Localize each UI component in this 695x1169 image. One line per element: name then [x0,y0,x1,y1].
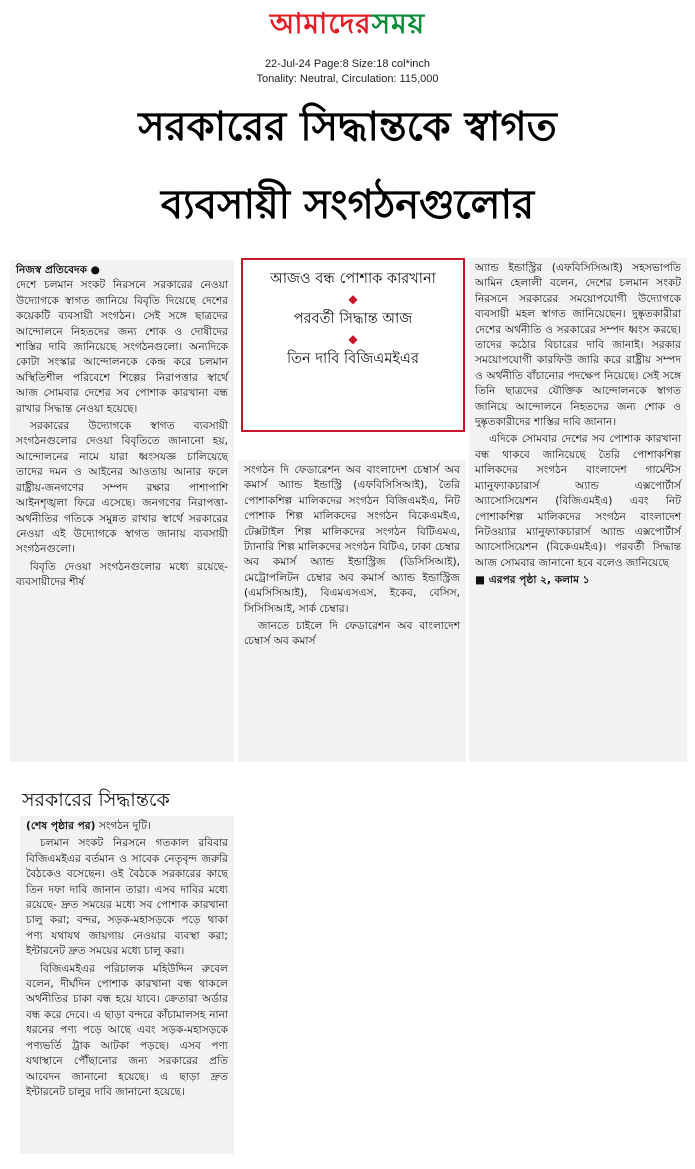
clip-meta-line1: 22-Jul-24 Page:8 Size:18 col*inch [264,58,431,70]
paragraph: অ্যান্ড ইন্ডাস্ট্রির (এফবিসিসিআই) সহসভাপতি আমিন হেলালী বলেন, দেশের চলমান সংকট নিরসনে সরকারের সময়োপযোগী উদ্যোগকে ব্যবসায়ী মহল স্বাগত জানিয়েছেন। দুষ্কৃতকারীরা দেশের অর্থনীতি ও সরকারের সম্পদ ধ্বংস করছে। তাদের কঠোর বিচারের দাবি জানাই। সরকার সময়োপযোগী কারফিউ জারি করে রাষ্ট্রীয় সম্পদ ও অর্থনীতি বাঁচানোর পদক্ষেপ নিয়েছে। সেই সঙ্গে তিনি ছাত্রদের যৌক্তিক আন্দোলনকে স্বাগত জানিয়ে আন্দোলনে নিহতদের জন্য শোক ও দুষ্কৃতকারীদের শাস্তির দাবি জানান। [475,262,681,429]
paragraph: চলমান সংকট নিরসনে গতকাল রবিবার বিজিএমইএর বর্তমান ও সাবেক নেতৃবৃন্দ জরুরি বৈঠকেও বসেছেন। ওই বৈঠকে সরকারের কাছে তিন দফা দাবি জানান তারা। এসব দাবির মধ্যে রয়েছে- দ্রুত সময়ের মধ্যে সব পোশাক কারখানা চালু করা; বন্দর, সড়ক-মহাসড়কে পড়ে থাকা পণ্য যথাযথ জায়গায় নেওয়ার ব্যবস্থা করা; ইন্টারনেট দ্রুত সময়ের মধ্যে চালু করা। [26,837,228,958]
article-column-3 [469,258,687,762]
paragraph: সরকারের উদ্যোগকে স্বাগত ব্যবসায়ী সংগঠনগুলোর দেওয়া বিবৃতিতে জানানো হয়, আন্দোলনের নামে যারা ধ্বংসযজ্ঞ চালিয়েছে তাদের দমন ও আইনের আওতায় আনার ফলে রাষ্ট্রীয়-জনগণের সম্পদ রক্ষার পাশাপাশি আইনশৃঙ্খলা ফিরে এসেছে। জনগণের নিরাপত্তা-অর্থনীতির গতিকে সমুন্নত রাখার স্বার্থে সরকারের নেওয়া এই উদ্যোগকে স্বাগত জানায় ব্যবসায়ী সংগঠনগুলো। [16,420,228,556]
diamond-icon: ◆ [348,292,358,306]
masthead-part1: আমাদের [269,7,372,40]
paragraph: সংগঠন দি ফেডারেশন অব বাংলাদেশ চেম্বার্স অব কমার্স অ্যান্ড ইন্ডাস্ট্রি (এফবিসিসিআই), তৈরি পোশাকশিল্প মালিকদের সংগঠন বিজিএমইএ, নিট পোশাক শিল্প মালিকদের সংগঠন বিকেএমইএ, টেক্সটাইল শিল্প মালিকদের সংগঠন বিটিএমএ, ট্যানারি শিল্প মালিকদের সংগঠন বিটিএ, ঢাকা চেম্বার অব কমার্স অ্যান্ড ইন্ডাস্ট্রিজ (ডিসিসিআই), মেট্রোপলিটন চেম্বার অব কমার্স অ্যান্ড ইন্ডাস্ট্রিজ (এমসিসিআই), বিএমএসএস, ইকেব, বেসিস, সিসিসিআই, সার্ক চেম্বার। [244,464,460,615]
continuation-lead-text: সংগঠন দুটি। [95,820,151,832]
continuation-lead [26,819,228,834]
paragraph: বিজিএমইএর পরিচালক মহিউদ্দিন রুবেল বলেন, দীর্ঘদিন পোশাক কারখানা বন্ধ থাকলে অর্থনীতির চাকা বন্ধ হয়ে যাবে। ক্রেতারা অর্ডার বন্ধ করে দেবে। এ ছাড়া বন্দরে কাঁচামালসহ নানা ধরনের পণ্য পড়ে আছে এবং সড়ক-মহাসড়কে পণ্যভর্তি ট্রাক আটকা পড়ছে। এসব পণ্য যথাস্থানে পৌঁছানোর জন্য সরকারের প্রতি আবেদন জানানো হয়েছে। এ ছাড়া দ্রুত ইন্টারনেট চালুর দাবি জানানো হয়েছে। [26,962,228,1098]
continuation-column [20,816,234,1154]
paragraph: বিবৃতি দেওয়া সংগঠনগুলোর মধ্যে রয়েছে- ব্যবসায়ীদের শীর্ষ [16,560,228,589]
article-column-1 [10,260,234,762]
article-column-2 [238,460,466,762]
paragraph: জানতে চাইলে দি ফেডারেশন অব বাংলাদেশ চেম্বার্স অব কমার্স [244,620,460,648]
continuation-lead-label: (শেষ পৃষ্ঠার পর) [26,820,96,832]
highlight-item: পরবর্তী সিদ্ধান্ত আজ [293,311,413,327]
masthead-part2: সময় [371,7,426,40]
highlight-item: তিন দাবি বিজিএমইএর [287,351,419,367]
headline-line1: সরকারের সিদ্ধান্তকে স্বাগত [138,103,557,150]
continuation-marker: ■ এরপর পৃষ্ঠা ২, কলাম ১ [475,574,590,587]
highlight-box [241,258,465,432]
paragraph: এদিকে সোমবার দেশের সব পোশাক কারখানা বন্ধ থাকবে জানিয়েছে তৈরি পোশাকশিল্প মালিকদের সংগঠন বাংলাদেশ গার্মেন্টস ম্যানুফ্যাকচারার্স অ্যান্ড এক্সপোর্টার্স অ্যাসোসিয়েশন (বিজিএমইএ) এবং নিট পোশাকশিল্প মালিকদের সংগঠন বাংলাদেশ নিটওয়্যার ম্যানুফ্যাকচারার্স অ্যান্ড এক্সপোর্টার্স অ্যাসোসিয়েশন (বিকেএমইএ)। পরবর্তী সিদ্ধান্ত আজ সোমবার জানানো হবে বলেও জানিয়েছে [475,433,681,569]
clip-meta-line2: Tonality: Neutral, Circulation: 115,000 [256,73,439,85]
masthead-logo [0,2,695,49]
headline-line2: ব্যবসায়ী সংগঠনগুলোর [160,181,535,228]
byline: নিজস্ব প্রতিবেদক ● [16,264,100,276]
highlight-item: আজও বন্ধ পোশাক কারখানা [270,271,436,287]
diamond-icon: ◆ [348,332,358,346]
continuation-title: সরকারের সিদ্ধান্তকে [22,789,170,811]
paragraph: দেশে চলমান সংকট নিরসনে সরকারের নেওয়া উদ্যোগকে স্বাগত জানিয়ে বিবৃতি দিয়েছে দেশের কয়েকটি ব্যবসায়ী সংগঠন। সেই সঙ্গে ছাত্রদের আন্দোলনে নিহতদের জন্য শোক ও দোষীদের শাস্তির দাবি জানিয়েছে সংগঠনগুলো। অন্যদিকে কোটা সংস্কার আন্দোলনকে কেন্দ্র করে চলমান অস্থিতিশীল পরিবেশে শিল্পের নিরাপত্তার স্বার্থে আজ সোমবার দেশের সব পোশাক কারখানা বন্ধ রাখার সিদ্ধান্ত নেওয়া হয়েছে। [16,279,228,415]
